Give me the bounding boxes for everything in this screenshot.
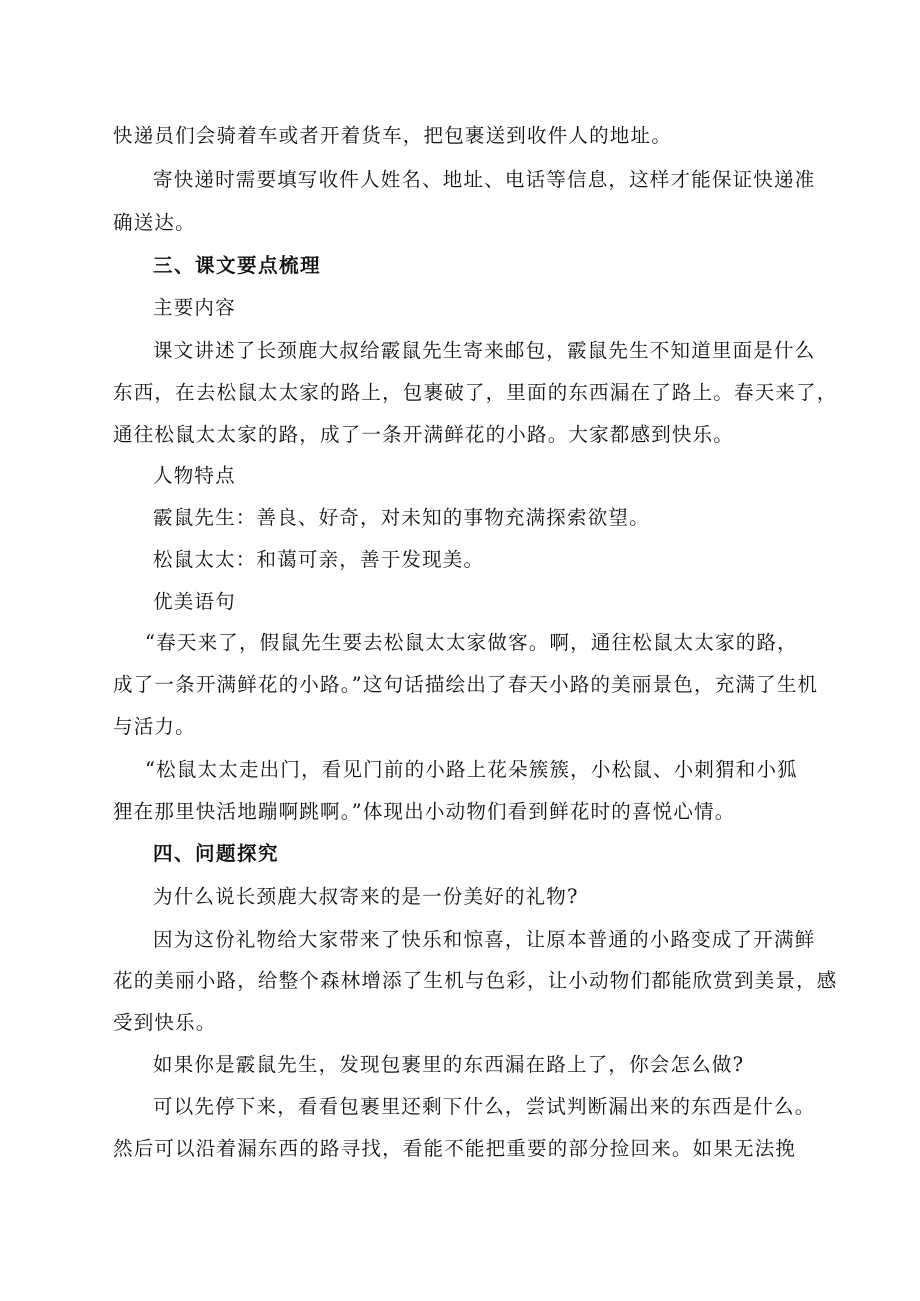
body-line: 花的美丽小路，给整个森林增添了生机与色彩，让小动物们都能欣赏到美景，感 (113, 969, 838, 992)
body-line: “松鼠太太走出门，看见门前的小路上花朵簇簇，小松鼠、小刺猬和小狐 (145, 758, 798, 781)
subheading: 人物特点 (153, 464, 236, 487)
body-line: 狸在那里快活地蹦啊跳啊。”体现出小动物们看到鲜花时的喜悦心情。 (113, 800, 736, 823)
body-line: 可以先停下来，看看包裹里还剩下什么，尝试判断漏出来的东西是什么。 (153, 1095, 816, 1118)
body-line: 课文讲述了长颈鹿大叔给霰鼠先生寄来邮包，霰鼠先生不知道里面是什么 (153, 339, 816, 362)
section-heading: 四、问题探究 (153, 842, 280, 865)
body-line: 成了一条开满鲜花的小路。”这句话描绘出了春天小路的美丽景色，充满了生机 (113, 673, 819, 696)
body-line: 然后可以沿着漏东西的路寻找，看能不能把重要的部分捡回来。如果无法挽 (113, 1137, 797, 1160)
subheading: 主要内容 (153, 296, 236, 319)
body-line: 因为这份礼物给大家带来了快乐和惊喜，让原本普通的小路变成了开满鲜 (153, 928, 816, 951)
body-line: 与活力。 (113, 715, 196, 738)
body-line: 寄快递时需要填写收件人姓名、地址、电话等信息，这样才能保证快递准 (153, 168, 816, 191)
subheading: 优美语句 (153, 590, 236, 613)
body-line: 如果你是霰鼠先生，发现包裹里的东西漏在路上了，你会怎么做? (153, 1053, 745, 1076)
body-line: 受到快乐。 (113, 1011, 217, 1034)
body-line: 为什么说长颈鹿大叔寄来的是一份美好的礼物? (153, 885, 579, 908)
body-line: 确送达。 (113, 211, 196, 234)
body-line: 霰鼠先生：善良、好奇，对未知的事物充满探索欲望。 (153, 506, 650, 529)
body-line: 快递员们会骑着车或者开着货车，把包裹送到收件人的地址。 (113, 124, 672, 147)
body-line: 松鼠太太：和蔼可亲，善于发现美。 (153, 548, 485, 571)
body-line: 东西，在去松鼠太太家的路上，包裹破了，里面的东西漏在了路上。春天来了， (113, 381, 838, 404)
body-line: “春天来了，假鼠先生要去松鼠太太家做客。啊，通往松鼠太太家的路， (145, 631, 798, 654)
body-line: 通往松鼠太太家的路，成了一条开满鲜花的小路。大家都感到快乐。 (113, 423, 735, 446)
section-heading: 三、课文要点梳理 (153, 254, 322, 277)
